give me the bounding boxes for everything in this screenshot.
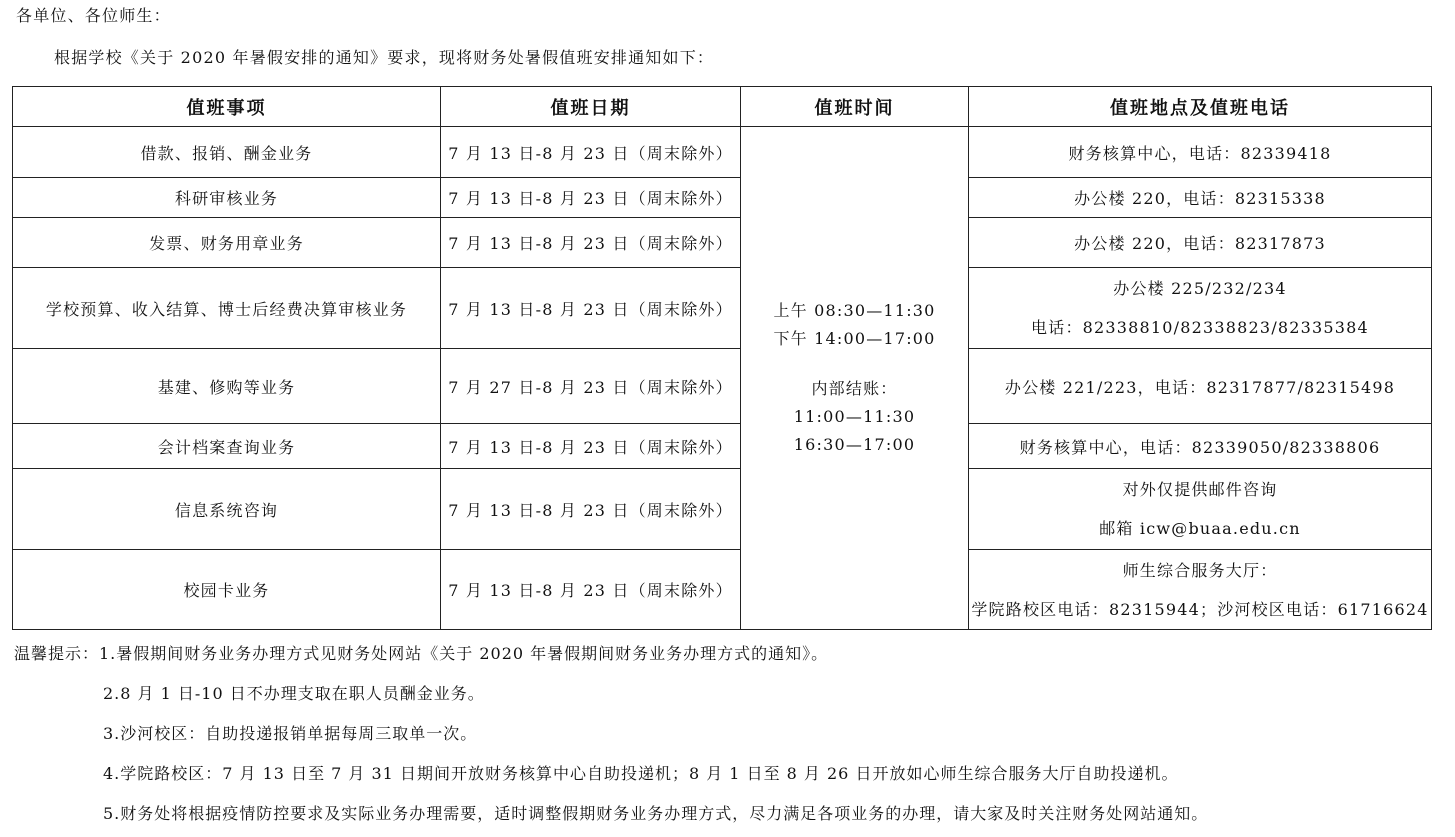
internal-time-pm: 16:30—17:00 <box>793 435 916 454</box>
time-am: 上午 08:30—11:30 <box>773 301 936 320</box>
duty-date-cell: 7 月 13 日-8 月 23 日（周末除外） <box>441 127 741 178</box>
duty-time-cell <box>741 127 969 630</box>
header-duty-time: 值班时间 <box>741 87 969 127</box>
intro-paragraph: 根据学校《关于 2020 年暑假安排的通知》要求，现将财务处暑假值班安排通知如下： <box>54 48 715 67</box>
header-duty-place-phone: 值班地点及值班电话 <box>969 87 1432 127</box>
tip-line-4: 4.学院路校区：7 月 13 日至 7 月 31 日期间开放财务核算中心自助投递机；8 月 1 日至 8 月 26 日开放如心师生综合服务大厅自助投递机。 <box>103 764 1179 783</box>
duty-place-cell <box>969 550 1432 630</box>
table-row <box>13 178 1432 218</box>
duty-place-cell: 财务核算中心，电话：82339418 <box>969 127 1432 178</box>
table-row <box>13 127 1432 178</box>
table-row <box>13 469 1432 550</box>
duty-item-cell: 校园卡业务 <box>13 550 441 630</box>
table-row <box>13 550 1432 630</box>
duty-date-cell: 7 月 27 日-8 月 23 日（周末除外） <box>441 349 741 424</box>
header-duty-date: 值班日期 <box>441 87 741 127</box>
duty-place-cell <box>969 469 1432 550</box>
duty-date-cell: 7 月 13 日-8 月 23 日（周末除外） <box>441 424 741 469</box>
place-line: 电话：82338810/82338823/82335384 <box>1031 318 1369 337</box>
duty-item-cell: 科研审核业务 <box>13 178 441 218</box>
duty-place-cell: 办公楼 221/223，电话：82317877/82315498 <box>969 349 1432 424</box>
place-line: 办公楼 225/232/234 <box>1113 279 1287 298</box>
tip-line-1: 温馨提示：1.暑假期间财务业务办理方式见财务处网站《关于 2020 年暑假期间财务业务办理方式的通知》。 <box>14 644 829 663</box>
internal-time-am: 11:00—11:30 <box>793 407 916 426</box>
duty-schedule-table <box>12 86 1432 630</box>
duty-date-cell: 7 月 13 日-8 月 23 日（周末除外） <box>441 218 741 268</box>
duty-item-cell: 基建、修购等业务 <box>13 349 441 424</box>
duty-item-cell: 发票、财务用章业务 <box>13 218 441 268</box>
header-duty-item: 值班事项 <box>13 87 441 127</box>
time-gap <box>741 353 968 375</box>
duty-date-cell: 7 月 13 日-8 月 23 日（周末除外） <box>441 469 741 550</box>
duty-place-cell: 办公楼 220，电话：82317873 <box>969 218 1432 268</box>
table-row <box>13 349 1432 424</box>
duty-date-cell: 7 月 13 日-8 月 23 日（周末除外） <box>441 178 741 218</box>
tip-line-3: 3.沙河校区：自助投递报销单据每周三取单一次。 <box>103 724 478 743</box>
table-row <box>13 424 1432 469</box>
duty-place-cell: 财务核算中心，电话：82339050/82338806 <box>969 424 1432 469</box>
place-line: 学院路校区电话：82315944；沙河校区电话：61716624 <box>971 599 1429 619</box>
duty-item-cell: 学校预算、收入结算、博士后经费决算审核业务 <box>13 268 441 349</box>
table-row <box>13 218 1432 268</box>
duty-item-cell: 借款、报销、酬金业务 <box>13 127 441 178</box>
place-line: 邮箱 icw@buaa.edu.cn <box>1099 519 1301 538</box>
place-line: 师生综合服务大厅： <box>1122 560 1278 580</box>
duty-date-cell: 7 月 13 日-8 月 23 日（周末除外） <box>441 550 741 630</box>
place-line: 对外仅提供邮件咨询 <box>1122 480 1278 499</box>
duty-item-cell: 信息系统咨询 <box>13 469 441 550</box>
duty-place-cell: 办公楼 220，电话：82315338 <box>969 178 1432 218</box>
table-row <box>13 268 1432 349</box>
table-header-row <box>13 87 1432 127</box>
tip-line-5: 5.财务处将根据疫情防控要求及实际业务办理需要，适时调整假期财务业务办理方式，尽力满足各项业务的办理，请大家及时关注财务处网站通知。 <box>103 804 1209 823</box>
duty-item-cell: 会计档案查询业务 <box>13 424 441 469</box>
duty-date-cell: 7 月 13 日-8 月 23 日（周末除外） <box>441 268 741 349</box>
tip-line-2: 2.8 月 1 日-10 日不办理支取在职人员酬金业务。 <box>103 684 485 703</box>
internal-settlement-label: 内部结账： <box>811 379 898 398</box>
duty-place-cell <box>969 268 1432 349</box>
greeting-line: 各单位、各位师生： <box>16 6 171 25</box>
time-pm: 下午 14:00—17:00 <box>773 329 936 348</box>
